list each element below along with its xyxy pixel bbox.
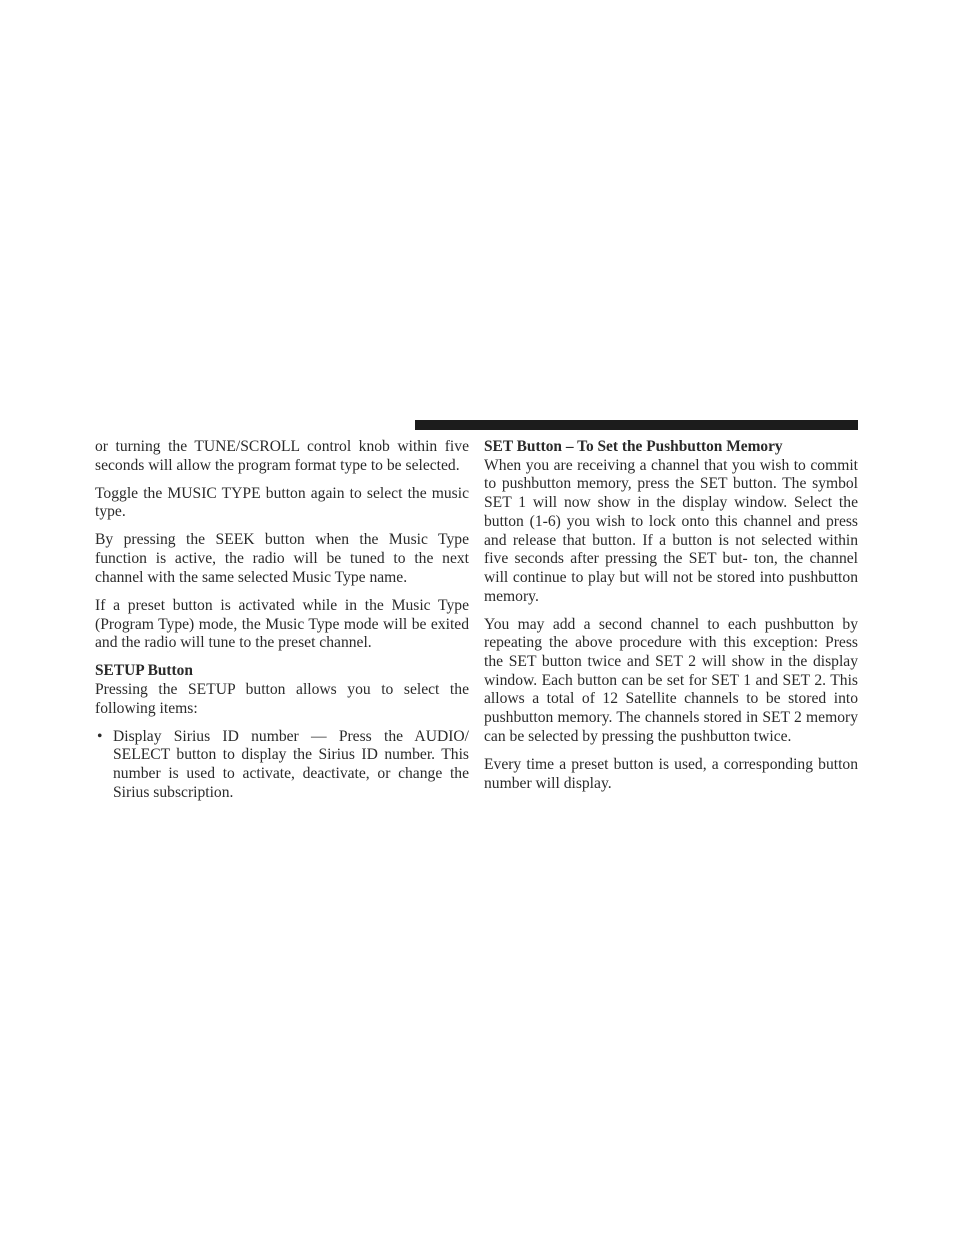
paragraph-preset-display: Every time a preset button is used, a corresponding button number will display. bbox=[484, 755, 858, 792]
paragraph-toggle-music-type: Toggle the MUSIC TYPE button again to select the music type. bbox=[95, 484, 469, 521]
section-header-bar bbox=[415, 420, 858, 430]
right-column bbox=[484, 438, 858, 803]
setup-items-list bbox=[95, 728, 469, 803]
bullet-icon: • bbox=[97, 727, 103, 745]
paragraph-preset-button: If a preset button is activated while in the Music Type (Program Type) mode, the Music Type mode will be exited and the radio will tune to the preset channel. bbox=[95, 596, 469, 652]
paragraph-second-channel: You may add a second channel to each pushbutton by repeating the above procedure with this exception: Press the SET button twice and SET 2 will show in the display window. Each button can be set for SET 1 and SET 2. This allows a total of 12 Satellite channels to be stored into pushbutton memory. The channels stored in SET 2 memory can be selected by pressing the pushbutton twice. bbox=[484, 615, 858, 745]
setup-button-heading: SETUP Button bbox=[95, 662, 193, 680]
paragraph-tune-scroll: or turning the TUNE/SCROLL control knob within five seconds will allow the program format type to be selected. bbox=[95, 438, 469, 474]
paragraph-setup-intro: Pressing the SETUP button allows you to select the following items: bbox=[95, 680, 469, 717]
paragraph-set-procedure: When you are receiving a channel that you wish to commit to pushbutton memory, press the SET button. The symbol SET 1 will now show in the display window. Select the button (1-6) you wish to lock onto this channel and press and release that button. If a button is not selected within five seconds after pressing the SET but- ton, the channel will continue to play but will not be stored into pushbutton memory. bbox=[484, 456, 858, 605]
left-column bbox=[95, 438, 469, 802]
set-button-heading: SET Button – To Set the Pushbutton Memory bbox=[484, 438, 783, 455]
paragraph-seek-button: By pressing the SEEK button when the Music Type function is active, the radio will be tuned to the next channel with the same selected Music Type name. bbox=[95, 531, 469, 586]
list-item-text: Display Sirius ID number — Press the AUDIO/ SELECT button to display the Sirius ID number. This number is used to activate, deactivate, or change the Sirius subscription. bbox=[113, 727, 469, 801]
list-item bbox=[95, 728, 469, 803]
